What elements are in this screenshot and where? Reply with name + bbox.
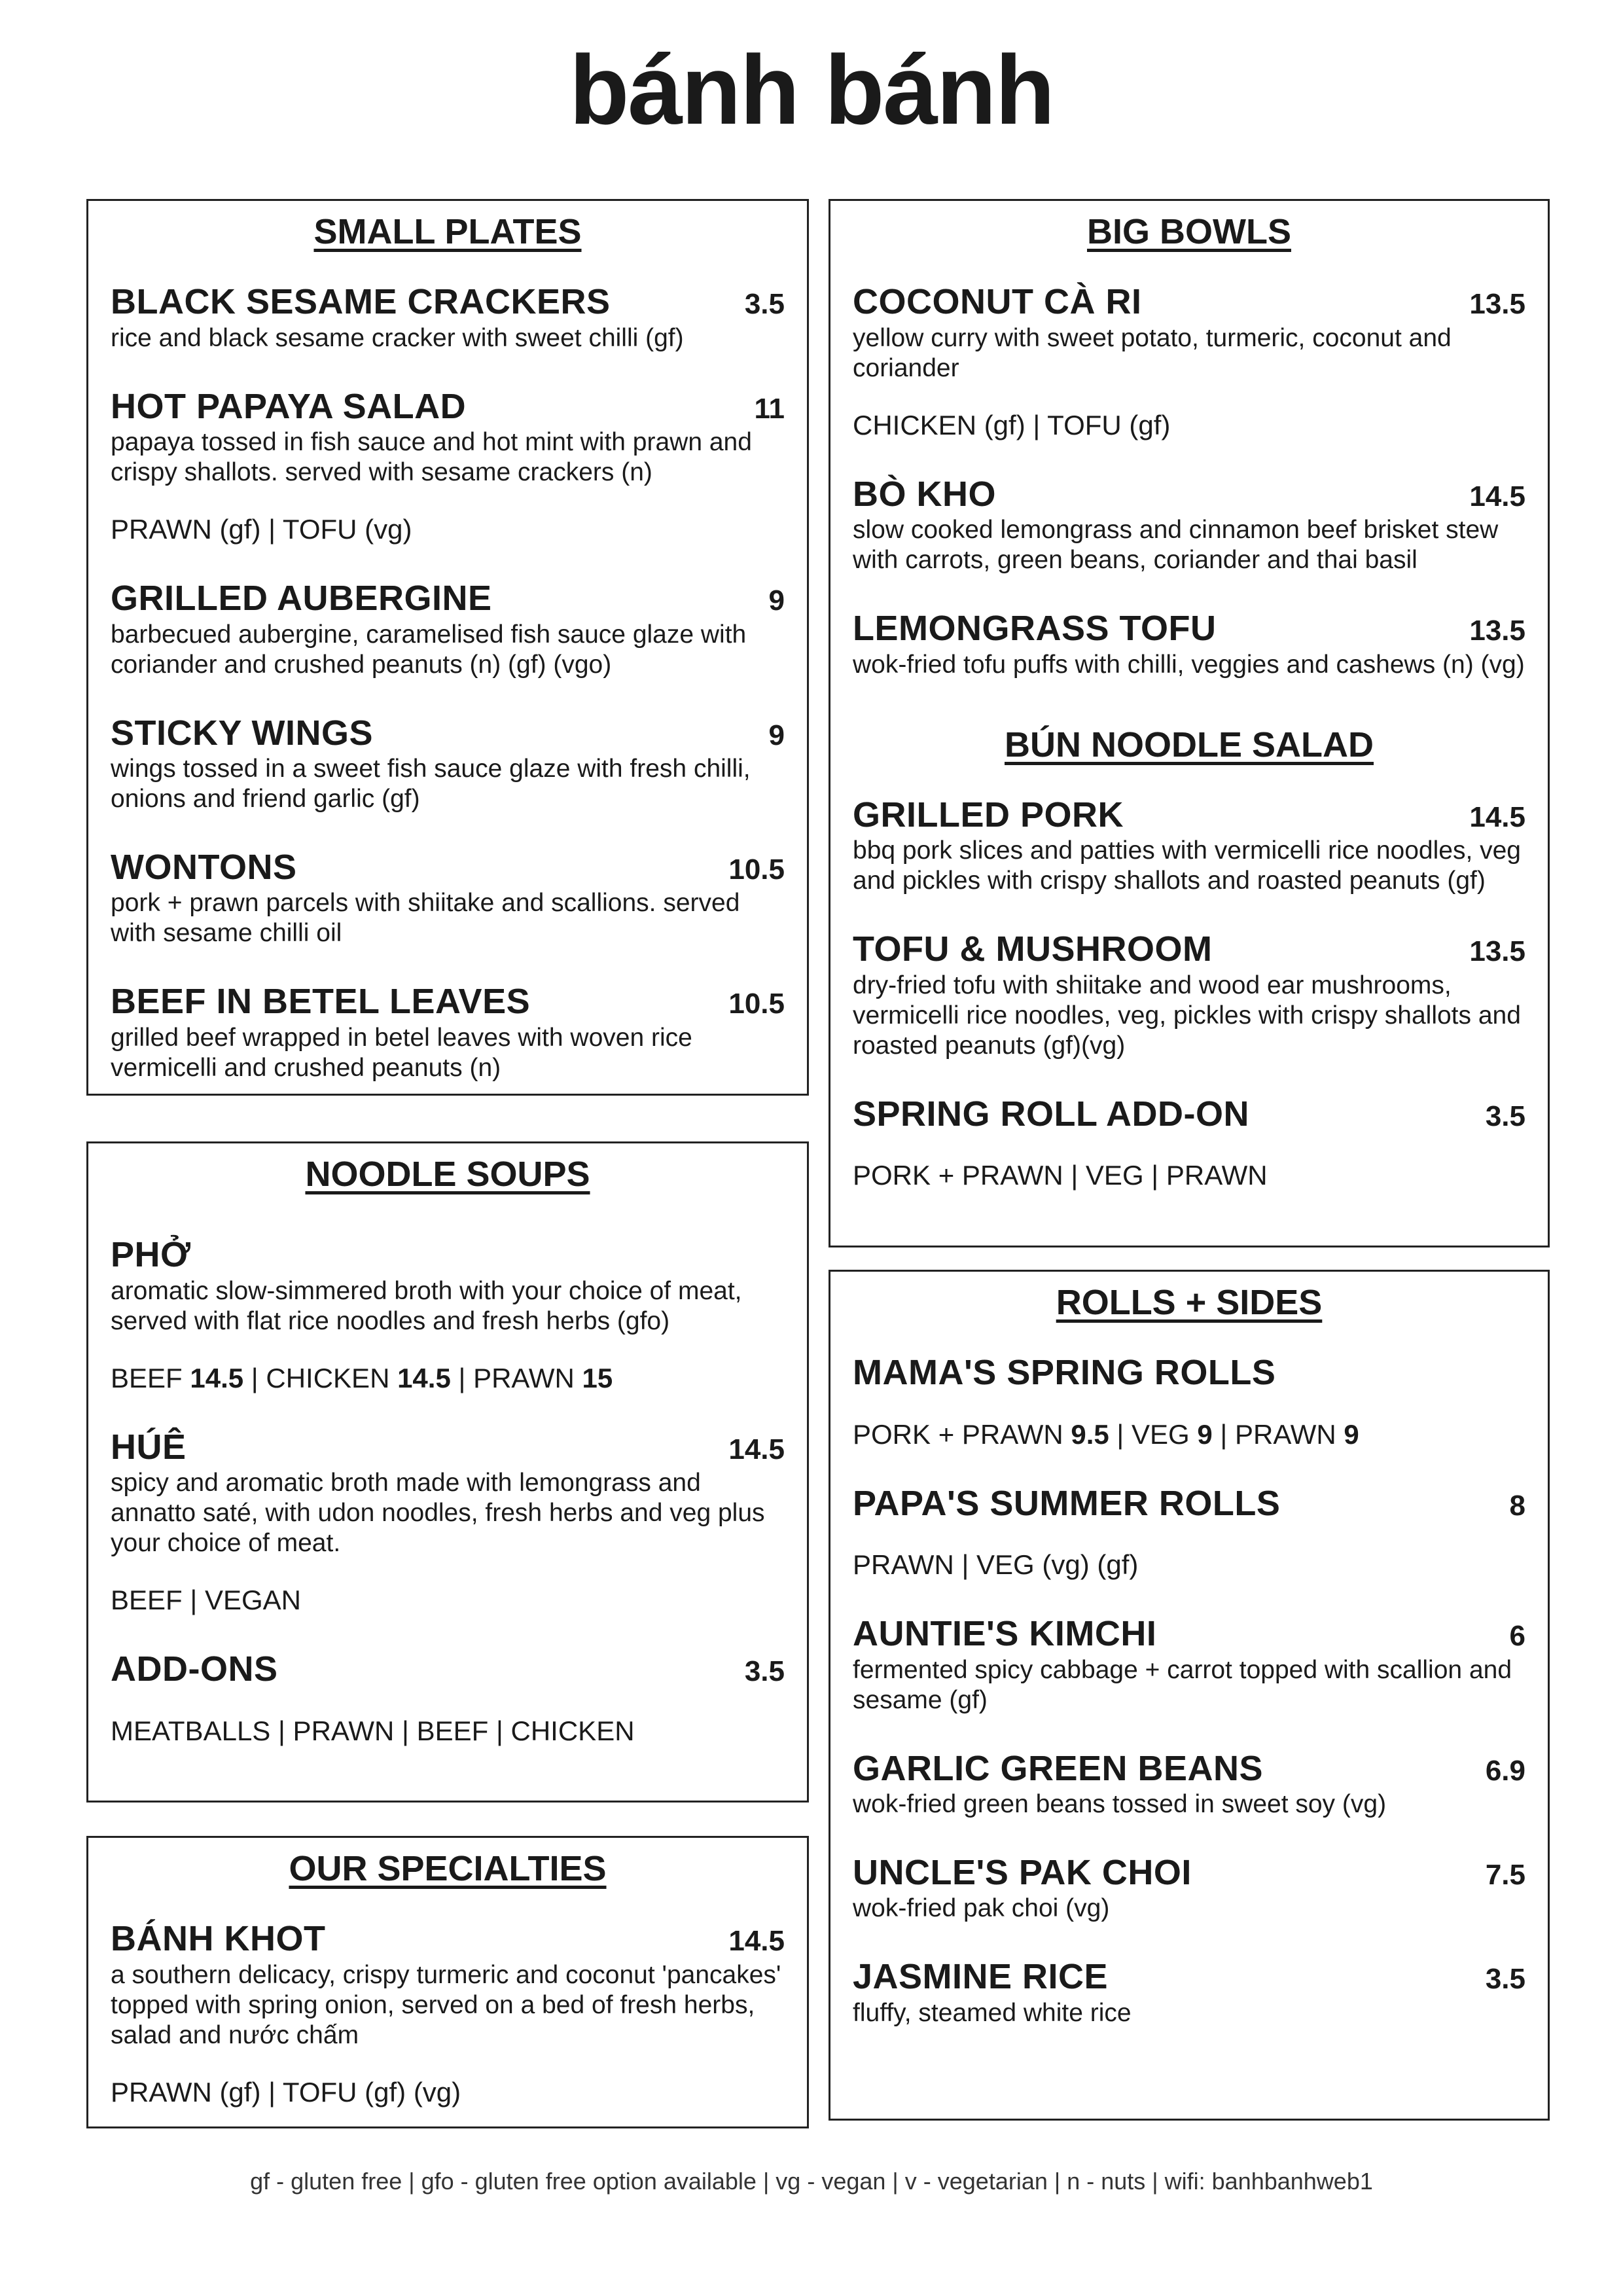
option-price: 14.5: [190, 1362, 244, 1393]
menu-item: [853, 1615, 1525, 1715]
item-desc: yellow curry with sweet potato, turmeric, coconut and coriander: [853, 323, 1452, 382]
restaurant-title: bánh bánh: [569, 35, 1054, 145]
small-plates-title: SMALL PLATES: [313, 212, 582, 251]
item-options: BEEF | VEGAN: [111, 1585, 301, 1616]
item-desc: wok-fried pak choi (vg): [853, 1894, 1110, 1923]
item-price: 13.5: [1469, 288, 1525, 321]
item-name: SPRING ROLL ADD-ON: [853, 1094, 1250, 1134]
item-desc: papaya tossed in fish sauce and hot mint with prawn and crispy shallots. served with sesame crackers (n): [111, 428, 752, 487]
item-desc: pork + prawn parcels with shiitake and scallions. served with sesame chilli oil: [111, 889, 740, 948]
item-desc: barbecued aubergine, caramelised fish sauce glaze with coriander and crushed peanuts (n) (gf) (vgo): [111, 620, 747, 679]
item-price: 10.5: [728, 988, 785, 1020]
menu-item: [111, 1650, 785, 1746]
noodle-soups-section: [86, 1141, 809, 1803]
item-name: HÚÊ: [111, 1427, 187, 1467]
item-price: 9: [768, 584, 785, 617]
option-price: 9.5: [1071, 1418, 1109, 1450]
specialties-title: OUR SPECIALTIES: [289, 1849, 607, 1888]
small-plates-section: [86, 199, 809, 1096]
item-options: PRAWN | VEG (vg) (gf): [853, 1549, 1139, 1581]
option-label: PRAWN: [473, 1362, 575, 1393]
item-name: GARLIC GREEN BEANS: [853, 1748, 1264, 1788]
menu-item: [853, 1354, 1525, 1450]
item-name: JASMINE RICE: [853, 1957, 1109, 1997]
item-name: UNCLE'S PAK CHOI: [853, 1853, 1192, 1892]
dietary-legend-footer: gf - gluten free | gfo - gluten free option available | vg - vegan | v - vegetarian | n - nuts | wifi: banhbanhweb1: [250, 2168, 1373, 2195]
menu-item: [853, 475, 1525, 575]
menu-item: [853, 1095, 1525, 1191]
item-options: PORK + PRAWN | VEG | PRAWN: [853, 1160, 1268, 1191]
item-price: 14.5: [728, 1433, 785, 1465]
item-price: 13.5: [1469, 935, 1525, 968]
option-label: BEEF: [111, 1362, 183, 1393]
item-price: 8: [1509, 1489, 1525, 1522]
item-name: GRILLED AUBERGINE: [111, 579, 492, 619]
item-name: GRILLED PORK: [853, 795, 1124, 835]
item-name: LEMONGRASS TOFU: [853, 609, 1217, 649]
item-options: BEEF 14.5 | CHICKEN 14.5 | PRAWN 15: [111, 1362, 613, 1393]
option-label: CHICKEN: [266, 1362, 390, 1393]
item-name: TOFU & MUSHROOM: [853, 929, 1213, 969]
item-name: ADD-ONS: [111, 1649, 278, 1689]
item-desc: rice and black sesame cracker with sweet chilli (gf): [111, 323, 684, 352]
item-price: 13.5: [1469, 615, 1525, 647]
menu-item: [111, 848, 785, 948]
item-name: BEEF IN BETEL LEAVES: [111, 982, 531, 1022]
item-name: COCONUT CÀ RI: [853, 282, 1142, 322]
option-price: 14.5: [397, 1362, 451, 1393]
menu-item: [853, 796, 1525, 896]
item-desc: a southern delicacy, crispy turmeric and coconut 'pancakes' topped with spring onion, served on a bed of fresh herbs, salad and nước chấm: [111, 1960, 781, 2049]
menu-item: [111, 1428, 785, 1616]
menu-item: [853, 609, 1525, 679]
rolls-sides-section: [829, 1270, 1550, 2121]
option-label: VEG: [1131, 1418, 1190, 1450]
item-desc: wok-fried tofu puffs with chilli, veggies and cashews (n) (vg): [853, 650, 1525, 679]
item-price: 11: [754, 392, 785, 425]
menu-item: [111, 1236, 785, 1393]
item-price: 7.5: [1485, 1859, 1525, 1891]
item-desc: grilled beef wrapped in betel leaves with woven rice vermicelli and crushed peanuts (n): [111, 1023, 692, 1082]
item-desc: bbq pork slices and patties with vermicelli rice noodles, veg and pickles with crispy shallots and roasted peanuts (gf): [853, 836, 1521, 895]
menu-item: [853, 1749, 1525, 1820]
item-desc: fermented spicy cabbage + carrot topped with scallion and sesame (gf): [853, 1655, 1512, 1714]
option-price: 9: [1344, 1418, 1359, 1450]
option-price: 9: [1197, 1418, 1213, 1450]
item-options: PRAWN (gf) | TOFU (vg): [111, 514, 412, 545]
menu-item: [853, 930, 1525, 1060]
item-name: STICKY WINGS: [111, 713, 374, 753]
item-desc: aromatic slow-simmered broth with your choice of meat, served with flat rice noodles and fresh herbs (gfo): [111, 1276, 742, 1335]
item-desc: fluffy, steamed white rice: [853, 1998, 1132, 2027]
menu-item: [111, 714, 785, 814]
item-price: 3.5: [1485, 1963, 1525, 1996]
big-bowls-section: [829, 199, 1550, 1247]
menu-item: [111, 579, 785, 679]
bun-noodle-salad-title: BÚN NOODLE SALAD: [1005, 725, 1374, 764]
option-label: PRAWN: [1234, 1418, 1336, 1450]
menu-item: [111, 1920, 785, 2108]
item-price: 6.9: [1485, 1754, 1525, 1787]
item-desc: wok-fried green beans tossed in sweet soy (vg): [853, 1789, 1387, 1818]
menu-item: [853, 1484, 1525, 1581]
item-name: BÒ KHO: [853, 474, 996, 514]
item-name: BLACK SESAME CRACKERS: [111, 282, 611, 322]
menu-item: [853, 1958, 1525, 2028]
item-price: 3.5: [1485, 1100, 1525, 1132]
item-price: 10.5: [728, 853, 785, 886]
item-name: PAPA'S SUMMER ROLLS: [853, 1483, 1281, 1523]
item-options: PORK + PRAWN 9.5 | VEG 9 | PRAWN 9: [853, 1418, 1359, 1450]
item-options: MEATBALLS | PRAWN | BEEF | CHICKEN: [111, 1715, 635, 1746]
option-price: 15: [582, 1362, 613, 1393]
item-desc: slow cooked lemongrass and cinnamon beef brisket stew with carrots, green beans, coriander and thai basil: [853, 516, 1499, 575]
menu-item: [853, 1854, 1525, 1924]
item-desc: wings tossed in a sweet fish sauce glaze with fresh chilli, onions and friend garlic (gf): [111, 755, 751, 814]
item-name: BÁNH KHOT: [111, 1919, 326, 1959]
option-label: PORK + PRAWN: [853, 1418, 1063, 1450]
item-price: 9: [768, 719, 785, 751]
item-name: PHỞ: [111, 1235, 191, 1275]
menu-item: [111, 283, 785, 353]
item-price: 14.5: [1469, 480, 1525, 512]
item-desc: dry-fried tofu with shiitake and wood ear mushrooms, vermicelli rice noodles, veg, pickles with crispy shallots and roasted peanuts (gf)(vg): [853, 971, 1521, 1060]
item-options: PRAWN (gf) | TOFU (gf) (vg): [111, 2076, 461, 2108]
menu-item: [111, 387, 785, 545]
rolls-sides-title: ROLLS + SIDES: [1056, 1283, 1323, 1322]
item-name: HOT PAPAYA SALAD: [111, 386, 467, 426]
menu-item: [111, 982, 785, 1083]
item-name: MAMA'S SPRING ROLLS: [853, 1353, 1276, 1393]
big-bowls-title: BIG BOWLS: [1087, 212, 1291, 251]
item-desc: spicy and aromatic broth made with lemongrass and annatto saté, with udon noodles, fresh herbs and veg plus your choice of meat.: [111, 1469, 765, 1558]
menu-item: [853, 283, 1525, 440]
item-options: CHICKEN (gf) | TOFU (gf): [853, 409, 1171, 440]
specialties-section: [86, 1836, 809, 2128]
noodle-soups-title: NOODLE SOUPS: [305, 1155, 590, 1194]
item-price: 3.5: [744, 1655, 785, 1688]
item-name: WONTONS: [111, 848, 297, 888]
item-price: 14.5: [1469, 801, 1525, 834]
item-price: 3.5: [744, 288, 785, 321]
item-price: 14.5: [728, 1925, 785, 1958]
item-price: 6: [1509, 1620, 1525, 1653]
item-name: AUNTIE'S KIMCHI: [853, 1614, 1157, 1654]
